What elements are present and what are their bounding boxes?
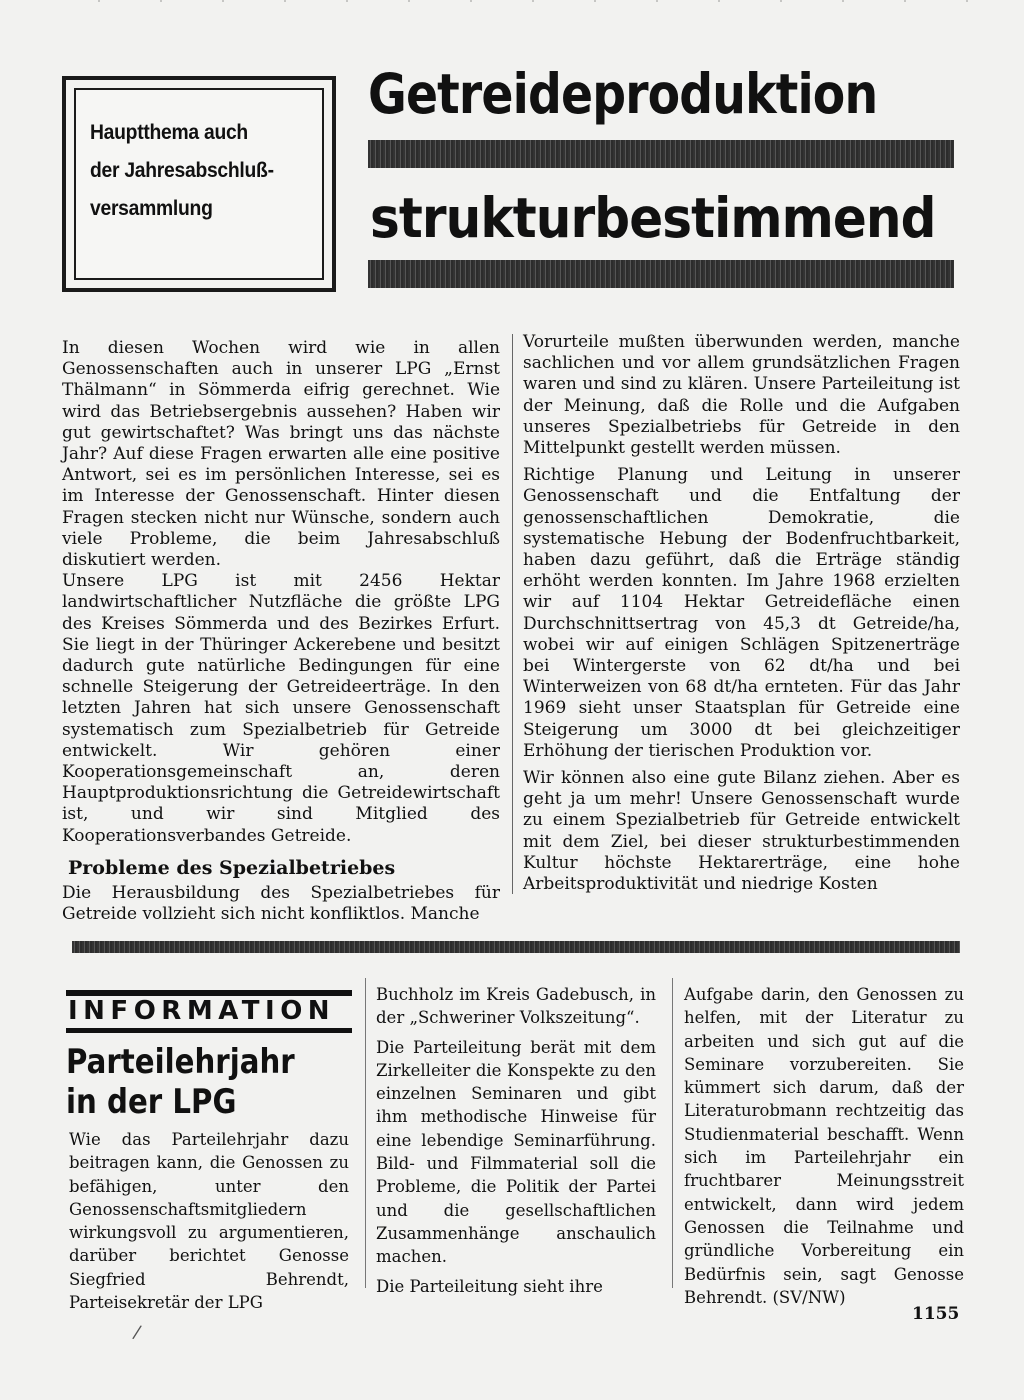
info-title-line: Parteilehrjahr — [66, 1042, 295, 1082]
headline-line-1: Getreideproduktion — [368, 62, 878, 126]
article-column-1 — [62, 338, 500, 925]
headline-line-2: strukturbestimmend — [370, 186, 936, 250]
column-divider — [512, 334, 513, 894]
paragraph: Wir können also eine gute Bilanz ziehen. Aber es geht ja um mehr! Unsere Genossenschaft wurde zu einem Spezialbetrieb für Getreide entwickelt mit dem Ziel, bei dieser strukturbestimmenden Kultur höchste Hektarerträge, eine hohe Arbeitsproduktivität und niedrige Kosten — [523, 768, 960, 895]
information-label: INFORMATION — [66, 990, 352, 1033]
info-title-line: in der LPG — [66, 1082, 237, 1122]
article-column-2 — [523, 332, 960, 895]
column-divider — [365, 978, 366, 1288]
info-column-3 — [684, 983, 964, 1309]
topic-box-line: der Jahresabschluß- — [90, 159, 274, 182]
topic-box-inner — [74, 88, 324, 280]
info-column-2 — [376, 983, 656, 1298]
paragraph: Die Parteileitung sieht ihre — [376, 1276, 603, 1296]
paragraph: Buchholz im Kreis Gadebusch, in der „Schweriner Volkszeitung“. — [376, 985, 656, 1028]
scan-edge — [38, 0, 988, 2]
subheading: Probleme des Spezialbetriebes — [68, 856, 396, 879]
headline-bar — [368, 260, 954, 288]
paragraph: Die Herausbildung des Spezialbetriebes für Getreide vollzieht sich nicht konfliktlos. Manche — [62, 882, 500, 925]
paragraph: Richtige Planung und Leitung in unserer Genossenschaft und die Entfaltung der genossenschaftlichen Demokratie, die systematische Hebung der Bodenfruchtbarkeit, haben dazu geführt, daß die Erträge ständig erhöht werden konnten. Im Jahre 1968 erzielten wir auf 1104 Hektar Getreidefläche einen Durchschnittsertrag von 45,3 dt Getreide/ha, wobei wir auf einigen Schlägen Spitzenerträge bei Wintergerste von 62 dt/ha und bei Winterweizen von 68 dt/ha ernteten. Für das Jahr 1969 sieht unser Staatsplan für Getreide eine Steigerung um 3000 dt bei gleichzeitiger Erhöhung der tierischen Produktion vor. — [523, 465, 960, 761]
info-column-1 — [69, 1128, 349, 1314]
headline-bar — [368, 140, 954, 168]
margin-mark: / — [131, 1321, 143, 1344]
paragraph: Aufgabe darin, den Genossen zu helfen, mit der Literatur zu arbeiten und sich gut auf die Seminare vorzubereiten. Sie kümmert sich darum, daß der Literaturobmann rechtzeitig das Studienmaterial beschafft. Wenn sich im Parteilehrjahr ein fruchtbarer Meinungsstreit entwickelt, dann wird jedem Genossen die Teilnahme und gründliche Vorbereitung ein Bedürfnis sein, sagt Genosse Behrendt. (SV/NW) — [684, 985, 964, 1307]
paragraph: Unsere LPG ist mit 2456 Hektar landwirtschaftlicher Nutzfläche die größte LPG des Kreises Sömmerda und des Bezirkes Erfurt. Sie liegt in der Thüringer Ackerebene und besitzt dadurch gute natürliche Bedingungen für eine schnelle Steigerung der Getreideerträge. In den letzten Jahren hat sich unsere Genossenschaft systematisch zum Spezialbetrieb für Getreide entwickelt. Wir gehören einer Kooperationsgemeinschaft an, deren Hauptproduktionsrichtung die Getreidewirtschaft ist, und wir sind Mitglied des Kooperationsverbandes Getreide. — [62, 571, 500, 846]
topic-box-line: versammlung — [90, 197, 213, 220]
paragraph: Wie das Parteilehrjahr dazu beitragen kann, die Genossen zu befähigen, unter den Genossenschaftsmitgliedern wirkungsvoll zu argumentieren, darüber berichtet Genosse Siegfried Behrendt, Parteisekretär der LPG — [69, 1130, 349, 1313]
section-divider — [72, 941, 960, 953]
topic-box-text — [90, 114, 311, 228]
page-number: 1155 — [912, 1304, 960, 1324]
paragraph: Die Parteileitung berät mit dem Zirkelleiter die Konspekte zu den einzelnen Seminaren und gibt ihm methodische Hinweise für eine lebendige Seminarführung. Bild- und Filmmaterial soll die Probleme, die Politik der Partei und die gesellschaftlichen Zusammenhänge anschaulich machen. — [376, 1037, 656, 1267]
info-title — [66, 1042, 324, 1122]
paragraph: Vorurteile mußten überwunden werden, manche sachlichen und vor allem grundsätzlichen Fragen waren und sind zu klären. Unsere Parteileitung ist der Meinung, daß die Rolle und die Aufgaben unseres Spezialbetriebs für Getreide in den Mittelpunkt gestellt werden müssen. — [523, 332, 960, 459]
topic-box-line: Hauptthema auch — [90, 121, 248, 144]
column-divider — [672, 978, 673, 1288]
paragraph: In diesen Wochen wird wie in allen Genossenschaften auch in unserer LPG „Ernst Thälmann“ in Sömmerda eifrig gerechnet. Wie wird das Betriebsergebnis aussehen? Haben wir gut gewirtschaftet? Was bringt uns das nächste Jahr? Auf diese Fragen erwarten alle eine positive Antwort, sei es im persönlichen Interesse, sei es im Interesse der Genossenschaft. Hinter diesen Fragen stecken nicht nur Wünsche, sondern auch viele Probleme, die beim Jahresabschluß diskutiert werden. — [62, 338, 500, 571]
topic-box — [62, 76, 336, 292]
